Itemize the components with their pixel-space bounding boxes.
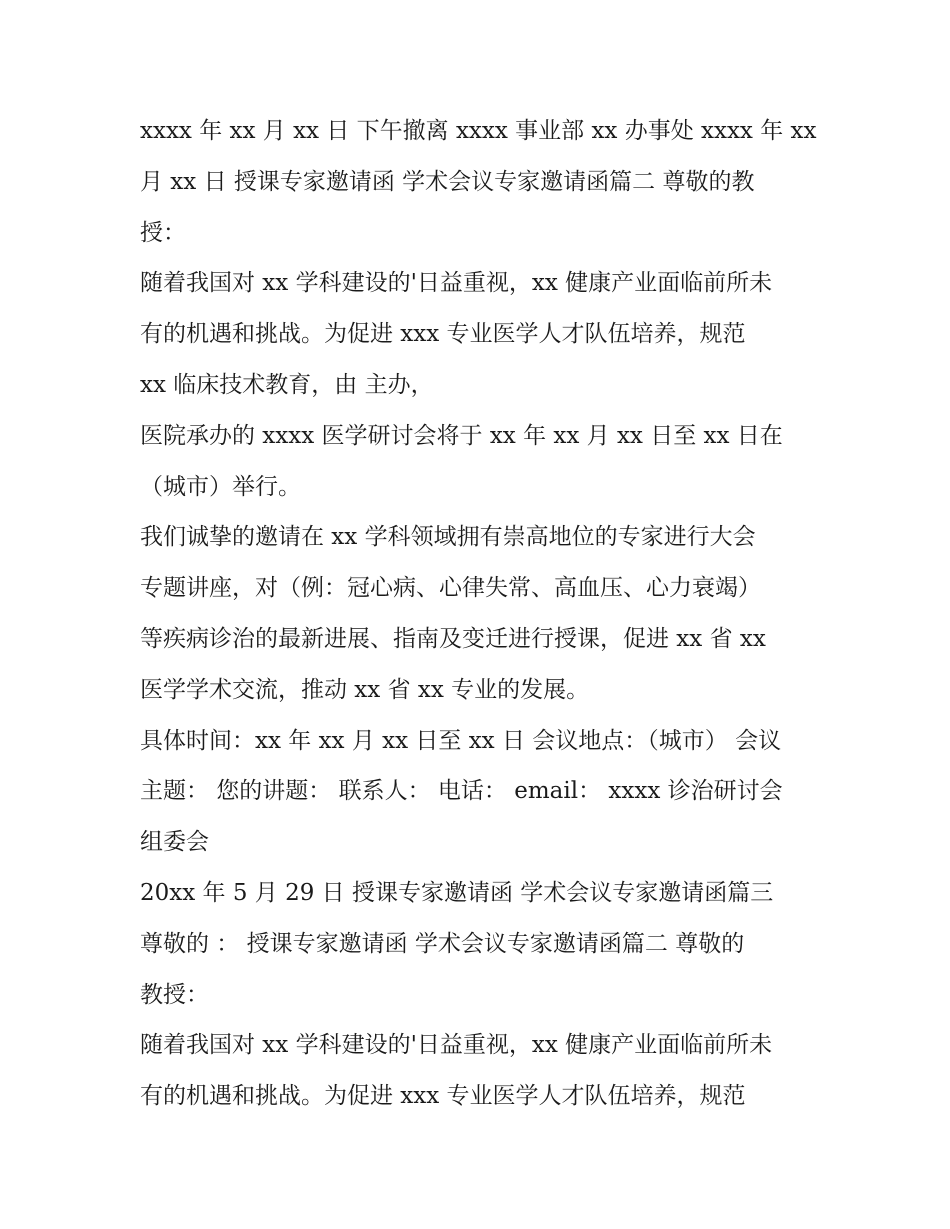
text-line-1: xxxx 年 xx 月 xx 日 下午撤离 xxxx 事业部 xx 办事处 xxxx 年 xx — [140, 118, 817, 144]
text-line-12: 医学学术交流，推动 xx 省 xx 专业的发展。 — [140, 676, 590, 703]
text-line-20: 有的机遇和挑战。为促进 xxx 专业医学人才队伍培养，规范 — [140, 1083, 746, 1110]
text-line-14: 主题： 您的讲题： 联系人： 电话： email： xxxx 诊治研讨会 — [140, 778, 783, 805]
text-line-13: 具体时间：xx 年 xx 月 xx 日至 xx 日 会议地点：（城市） 会议 — [140, 727, 782, 754]
text-line-5: 有的机遇和挑战。为促进 xxx 专业医学人才队伍培养，规范 — [140, 321, 746, 348]
text-line-15: 组委会 — [140, 829, 209, 856]
text-line-6: xx 临床技术教育，由 主办， — [140, 371, 434, 398]
text-line-10: 专题讲座，对（例：冠心病、心律失常、高血压、心力衰竭） — [140, 575, 761, 602]
document-body — [140, 106, 820, 1122]
text-line-18: 教授： — [140, 981, 209, 1008]
text-line-4: 随着我国对 xx 学科建设的'日益重视，xx 健康产业面临前所未 — [140, 270, 773, 297]
text-line-8: （城市）举行。 — [140, 473, 301, 500]
text-line-16: 20xx 年 5 月 29 日 授课专家邀请函 学术会议专家邀请函篇三 — [140, 879, 774, 906]
text-line-19: 随着我国对 xx 学科建设的'日益重视，xx 健康产业面临前所未 — [140, 1032, 773, 1059]
text-line-11: 等疾病诊治的最新进展、指南及变迁进行授课，促进 xx 省 xx — [140, 625, 766, 652]
text-line-2: 月 xx 日 授课专家邀请函 学术会议专家邀请函篇二 尊敬的教 — [140, 168, 755, 195]
text-line-17: 尊敬的 ： 授课专家邀请函 学术会议专家邀请函篇二 尊敬的 — [140, 930, 745, 957]
text-line-7: 医院承办的 xxxx 医学研讨会将于 xx 年 xx 月 xx 日至 xx 日在 — [140, 422, 783, 449]
text-line-9: 我们诚挚的邀请在 xx 学科领域拥有崇高地位的专家进行大会 — [140, 524, 756, 551]
text-line-3: 授： — [140, 219, 186, 246]
